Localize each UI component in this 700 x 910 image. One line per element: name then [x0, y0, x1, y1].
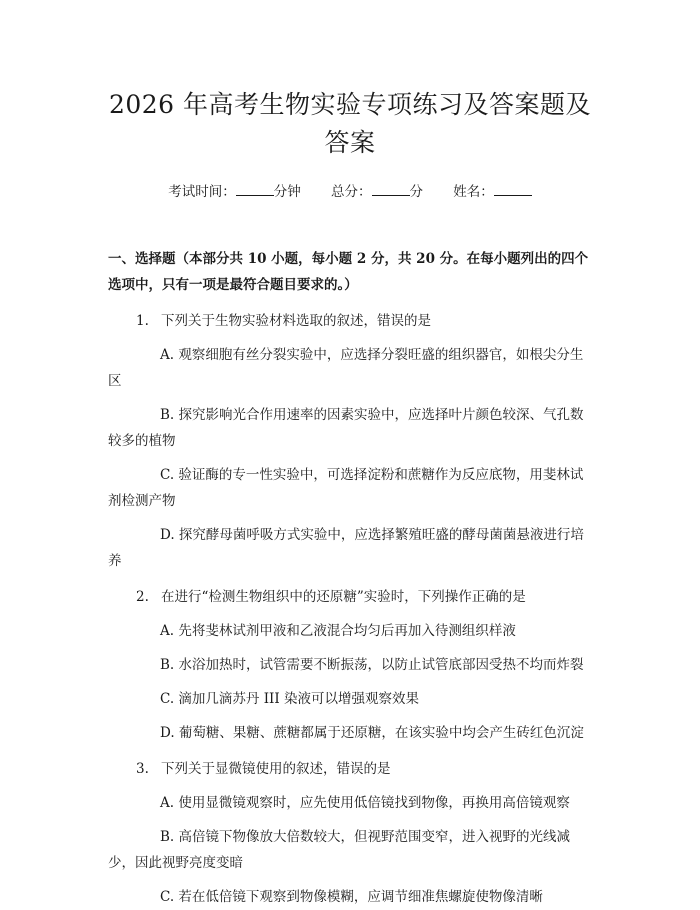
name-field: [453, 184, 532, 200]
exam-time-label: 考试时间：: [168, 184, 236, 200]
question-stem: 在进行“检测生物组织中的还原糖”实验时，下列操作正确的是: [161, 589, 526, 605]
option-c: C. 滴加几滴苏丹 III 染液可以增强观察效果: [160, 691, 420, 707]
exam-time-blank: [236, 182, 274, 196]
option-b: B. 探究影响光合作用速率的因素实验中，应选择叶片颜色较深、气孔数较多的植物: [108, 407, 584, 449]
question-stem: 下列关于生物实验材料选取的叙述，错误的是: [161, 313, 431, 329]
option-a: A. 先将斐林试剂甲液和乙液混合均匀后再加入待测组织样液: [160, 623, 516, 639]
option-b: B. 高倍镜下物像放大倍数较大，但视野范围变窄，进入视野的光线减少，因此视野亮度变暗: [108, 829, 571, 871]
question-number: 3.: [136, 761, 149, 777]
option-c: C. 若在低倍镜下观察到物像模糊，应调节细准焦螺旋使物像清晰: [160, 889, 543, 905]
question-stem: 下列关于显微镜使用的叙述，错误的是: [161, 761, 391, 777]
exam-info: [108, 182, 592, 202]
question-number: 1.: [136, 313, 149, 329]
total-score-field: [331, 184, 423, 200]
option-a: A. 使用显微镜观察时，应先使用低倍镜找到物像，再换用高倍镜观察: [160, 795, 570, 811]
total-score-unit: 分: [409, 184, 423, 200]
name-label: 姓名：: [453, 184, 494, 200]
option-d: D. 葡萄糖、果糖、蔗糖都属于还原糖，在该实验中均会产生砖红色沉淀: [160, 725, 584, 741]
question-2: [108, 584, 592, 610]
name-blank: [494, 182, 532, 196]
document-title: 2026 年高考生物实验专项练习及答案题及答案: [108, 90, 592, 157]
question-3: [108, 756, 592, 782]
option-d: D. 探究酵母菌呼吸方式实验中，应选择繁殖旺盛的酵母菌菌悬液进行培养: [108, 527, 584, 569]
total-score-blank: [372, 182, 410, 196]
exam-time-unit: 分钟: [273, 184, 301, 200]
total-score-label: 总分：: [331, 184, 372, 200]
option-c: C. 验证酶的专一性实验中，可选择淀粉和蔗糖作为反应底物，用斐林试剂检测产物: [108, 467, 584, 509]
question-1: [108, 308, 592, 334]
question-number: 2.: [136, 589, 149, 605]
option-a: A. 观察细胞有丝分裂实验中，应选择分裂旺盛的组织器官，如根尖分生区: [108, 347, 584, 389]
option-b: B. 水浴加热时，试管需要不断振荡，以防止试管底部因受热不均而炸裂: [160, 657, 584, 673]
exam-time-field: [168, 184, 301, 200]
section-heading: 一、选择题（本部分共 10 小题，每小题 2 分，共 20 分。在每小题列出的四个选项中，只有一项是最符合题目要求的。）: [108, 251, 589, 293]
